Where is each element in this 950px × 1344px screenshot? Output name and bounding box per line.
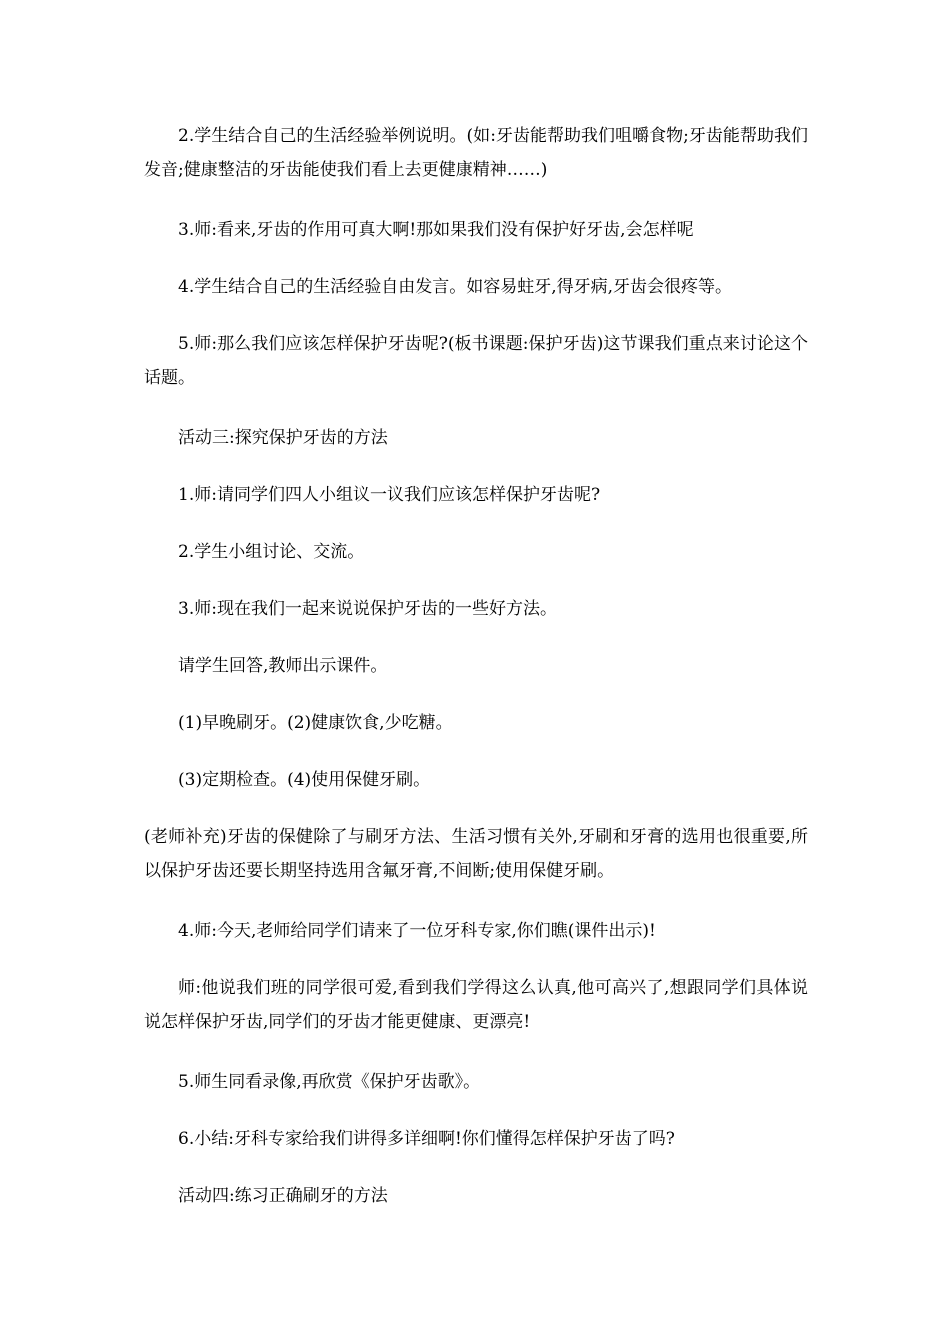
paragraph-11: 5.师生同看录像,再欣赏《保护牙齿歌》。 xyxy=(178,1072,481,1092)
paragraph-5: 1.师:请同学们四人小组议一议我们应该怎样保护牙齿呢? xyxy=(178,485,601,505)
paragraph-1: 2.学生结合自己的生活经验举例说明。(如:牙齿能帮助我们咀嚼食物;牙齿能帮助我们发音;健康整洁的牙齿能使我们看上去更健康精神……) xyxy=(144,126,808,180)
paragraph-4: 5.师:那么我们应该怎样保护牙齿呢?(板书课题:保护牙齿)这节课我们重点来讨论这个话题。 xyxy=(144,334,808,388)
paragraph-3: 4.学生结合自己的生活经验自由发言。如容易蛀牙,得牙病,牙齿会很疼等。 xyxy=(178,277,733,297)
section-heading-activity-4: 活动四:练习正确刷牙的方法 xyxy=(178,1186,388,1206)
paragraph-summary: 6.小结:牙科专家给我们讲得多详细啊!你们懂得怎样保护牙齿了吗? xyxy=(178,1129,675,1149)
paragraph-2: 3.师:看来,牙齿的作用可真大啊!那如果我们没有保护好牙齿,会怎样呢 xyxy=(178,220,694,240)
section-heading-activity-3: 活动三:探究保护牙齿的方法 xyxy=(178,428,388,448)
list-item-1-2: (1)早晚刷牙。(2)健康饮食,少吃糖。 xyxy=(178,713,453,733)
paragraph-10: 师:他说我们班的同学很可爱,看到我们学得这么认真,他可高兴了,想跟同学们具体说说怎样保护牙齿,同学们的牙齿才能更健康、更漂亮! xyxy=(144,978,808,1032)
list-item-3-4: (3)定期检查。(4)使用保健牙刷。 xyxy=(178,770,431,790)
paragraph-7: 3.师:现在我们一起来说说保护牙齿的一些好方法。 xyxy=(178,599,557,619)
paragraph-8: 请学生回答,教师出示课件。 xyxy=(178,656,388,676)
paragraph-teacher-supplement: (老师补充)牙齿的保健除了与刷牙方法、生活习惯有关外,牙刷和牙膏的选用也很重要,所以保护牙齿还要长期坚持选用含氟牙膏,不间断;使用保健牙刷。 xyxy=(144,827,808,881)
paragraph-6: 2.学生小组讨论、交流。 xyxy=(178,542,365,562)
paragraph-9: 4.师:今天,老师给同学们请来了一位牙科专家,你们瞧(课件出示)! xyxy=(178,921,656,941)
